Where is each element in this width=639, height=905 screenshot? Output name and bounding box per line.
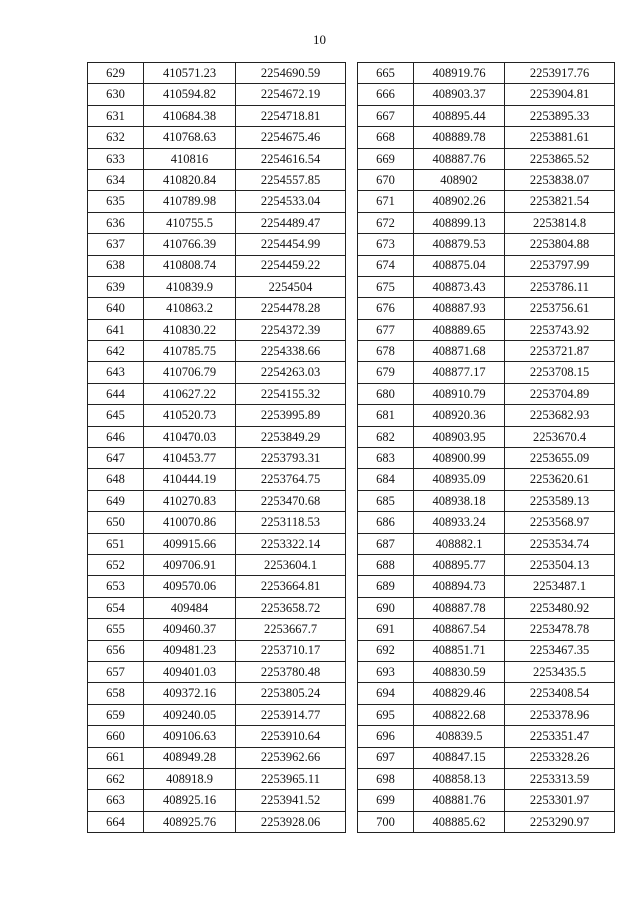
x-coordinate-cell: 408903.95	[414, 426, 505, 447]
table-row	[358, 683, 615, 704]
x-coordinate-cell: 408935.09	[414, 469, 505, 490]
point-number-cell: 644	[88, 383, 144, 404]
table-row	[88, 726, 346, 747]
y-coordinate-cell: 2253780.48	[236, 661, 346, 682]
x-coordinate-cell: 408877.17	[414, 362, 505, 383]
x-coordinate-cell: 408899.13	[414, 212, 505, 233]
table-row	[88, 704, 346, 725]
point-number-cell: 696	[358, 726, 414, 747]
y-coordinate-cell: 2253849.29	[236, 426, 346, 447]
point-number-cell: 664	[88, 811, 144, 832]
point-number-cell: 671	[358, 191, 414, 212]
y-coordinate-cell: 2253118.53	[236, 512, 346, 533]
table-row	[358, 704, 615, 725]
y-coordinate-cell: 2254338.66	[236, 341, 346, 362]
table-row	[88, 597, 346, 618]
x-coordinate-cell: 410706.79	[144, 362, 236, 383]
x-coordinate-cell: 408887.93	[414, 298, 505, 319]
table-row	[88, 298, 346, 319]
y-coordinate-cell: 2253941.52	[236, 790, 346, 811]
table-row	[88, 276, 346, 297]
y-coordinate-cell: 2253805.24	[236, 683, 346, 704]
table-row	[88, 105, 346, 126]
table-row	[88, 790, 346, 811]
x-coordinate-cell: 410755.5	[144, 212, 236, 233]
x-coordinate-cell: 410444.19	[144, 469, 236, 490]
x-coordinate-cell: 408919.76	[414, 63, 505, 84]
point-number-cell: 693	[358, 661, 414, 682]
y-coordinate-cell: 2253904.81	[505, 84, 615, 105]
table-row	[358, 319, 615, 340]
table-row	[88, 619, 346, 640]
point-number-cell: 660	[88, 726, 144, 747]
point-number-cell: 677	[358, 319, 414, 340]
point-number-cell: 682	[358, 426, 414, 447]
x-coordinate-cell: 410839.9	[144, 276, 236, 297]
y-coordinate-cell: 2253470.68	[236, 490, 346, 511]
y-coordinate-cell: 2253322.14	[236, 533, 346, 554]
point-number-cell: 651	[88, 533, 144, 554]
x-coordinate-cell: 410768.63	[144, 127, 236, 148]
table-row	[88, 512, 346, 533]
point-number-cell: 638	[88, 255, 144, 276]
x-coordinate-cell: 410789.98	[144, 191, 236, 212]
y-coordinate-cell: 2253793.31	[236, 448, 346, 469]
point-number-cell: 632	[88, 127, 144, 148]
point-number-cell: 642	[88, 341, 144, 362]
table-row	[88, 169, 346, 190]
x-coordinate-cell: 408847.15	[414, 747, 505, 768]
y-coordinate-cell: 2254672.19	[236, 84, 346, 105]
y-coordinate-cell: 2254478.28	[236, 298, 346, 319]
table-row	[88, 661, 346, 682]
table-row	[358, 212, 615, 233]
x-coordinate-cell: 410270.83	[144, 490, 236, 511]
x-coordinate-cell: 410627.22	[144, 383, 236, 404]
x-coordinate-cell: 410470.03	[144, 426, 236, 447]
table-row	[358, 234, 615, 255]
point-number-cell: 637	[88, 234, 144, 255]
x-coordinate-cell: 410820.84	[144, 169, 236, 190]
y-coordinate-cell: 2253743.92	[505, 319, 615, 340]
y-coordinate-cell: 2254616.54	[236, 148, 346, 169]
point-number-cell: 639	[88, 276, 144, 297]
x-coordinate-cell: 409570.06	[144, 576, 236, 597]
y-coordinate-cell: 2253534.74	[505, 533, 615, 554]
y-coordinate-cell: 2253568.97	[505, 512, 615, 533]
x-coordinate-cell: 410453.77	[144, 448, 236, 469]
table-row	[358, 84, 615, 105]
coordinate-table-right	[357, 62, 615, 833]
point-number-cell: 679	[358, 362, 414, 383]
table-row	[358, 747, 615, 768]
point-number-cell: 649	[88, 490, 144, 511]
y-coordinate-cell: 2253917.76	[505, 63, 615, 84]
table-row	[358, 276, 615, 297]
table-row	[88, 554, 346, 575]
x-coordinate-cell: 408894.73	[414, 576, 505, 597]
point-number-cell: 687	[358, 533, 414, 554]
point-number-cell: 688	[358, 554, 414, 575]
point-number-cell: 692	[358, 640, 414, 661]
y-coordinate-cell: 2253658.72	[236, 597, 346, 618]
y-coordinate-cell: 2253351.47	[505, 726, 615, 747]
table-row	[88, 405, 346, 426]
y-coordinate-cell: 2253487.1	[505, 576, 615, 597]
x-coordinate-cell: 410808.74	[144, 255, 236, 276]
x-coordinate-cell: 408938.18	[414, 490, 505, 511]
table-row	[358, 405, 615, 426]
x-coordinate-cell: 408925.76	[144, 811, 236, 832]
x-coordinate-cell: 408871.68	[414, 341, 505, 362]
x-coordinate-cell: 408918.9	[144, 768, 236, 789]
y-coordinate-cell: 2253881.61	[505, 127, 615, 148]
point-number-cell: 673	[358, 234, 414, 255]
y-coordinate-cell: 2253797.99	[505, 255, 615, 276]
y-coordinate-cell: 2254372.39	[236, 319, 346, 340]
table-row	[358, 298, 615, 319]
point-number-cell: 674	[358, 255, 414, 276]
y-coordinate-cell: 2253865.52	[505, 148, 615, 169]
table-row	[358, 469, 615, 490]
y-coordinate-cell: 2254557.85	[236, 169, 346, 190]
y-coordinate-cell: 2253895.33	[505, 105, 615, 126]
point-number-cell: 697	[358, 747, 414, 768]
y-coordinate-cell: 2254459.22	[236, 255, 346, 276]
y-coordinate-cell: 2253655.09	[505, 448, 615, 469]
point-number-cell: 699	[358, 790, 414, 811]
table-row	[358, 811, 615, 832]
x-coordinate-cell: 408895.77	[414, 554, 505, 575]
x-coordinate-cell: 408839.5	[414, 726, 505, 747]
table-row	[88, 63, 346, 84]
point-number-cell: 659	[88, 704, 144, 725]
table-row	[358, 383, 615, 404]
table-row	[88, 747, 346, 768]
x-coordinate-cell: 408885.62	[414, 811, 505, 832]
point-number-cell: 656	[88, 640, 144, 661]
y-coordinate-cell: 2253378.96	[505, 704, 615, 725]
y-coordinate-cell: 2253467.35	[505, 640, 615, 661]
point-number-cell: 672	[358, 212, 414, 233]
x-coordinate-cell: 409706.91	[144, 554, 236, 575]
point-number-cell: 648	[88, 469, 144, 490]
y-coordinate-cell: 2253313.59	[505, 768, 615, 789]
y-coordinate-cell: 2253928.06	[236, 811, 346, 832]
point-number-cell: 694	[358, 683, 414, 704]
x-coordinate-cell: 410863.2	[144, 298, 236, 319]
y-coordinate-cell: 2253478.78	[505, 619, 615, 640]
point-number-cell: 629	[88, 63, 144, 84]
x-coordinate-cell: 408829.46	[414, 683, 505, 704]
x-coordinate-cell: 408822.68	[414, 704, 505, 725]
table-row	[358, 790, 615, 811]
x-coordinate-cell: 408920.36	[414, 405, 505, 426]
point-number-cell: 641	[88, 319, 144, 340]
y-coordinate-cell: 2253664.81	[236, 576, 346, 597]
table-row	[88, 362, 346, 383]
point-number-cell: 670	[358, 169, 414, 190]
table-row	[358, 533, 615, 554]
y-coordinate-cell: 2253301.97	[505, 790, 615, 811]
y-coordinate-cell: 2254504	[236, 276, 346, 297]
point-number-cell: 643	[88, 362, 144, 383]
x-coordinate-cell: 409372.16	[144, 683, 236, 704]
x-coordinate-cell: 408881.76	[414, 790, 505, 811]
x-coordinate-cell: 408910.79	[414, 383, 505, 404]
y-coordinate-cell: 2253408.54	[505, 683, 615, 704]
point-number-cell: 700	[358, 811, 414, 832]
point-number-cell: 657	[88, 661, 144, 682]
y-coordinate-cell: 2253914.77	[236, 704, 346, 725]
table-row	[88, 127, 346, 148]
table-row	[88, 683, 346, 704]
x-coordinate-cell: 408900.99	[414, 448, 505, 469]
y-coordinate-cell: 2254489.47	[236, 212, 346, 233]
y-coordinate-cell: 2253710.17	[236, 640, 346, 661]
x-coordinate-cell: 408895.44	[414, 105, 505, 126]
y-coordinate-cell: 2254718.81	[236, 105, 346, 126]
table-row	[88, 341, 346, 362]
point-number-cell: 658	[88, 683, 144, 704]
point-number-cell: 654	[88, 597, 144, 618]
table-row	[358, 341, 615, 362]
x-coordinate-cell: 408889.78	[414, 127, 505, 148]
point-number-cell: 661	[88, 747, 144, 768]
coordinate-table-left	[87, 62, 346, 833]
x-coordinate-cell: 409915.66	[144, 533, 236, 554]
y-coordinate-cell: 2253708.15	[505, 362, 615, 383]
point-number-cell: 676	[358, 298, 414, 319]
point-number-cell: 645	[88, 405, 144, 426]
x-coordinate-cell: 409484	[144, 597, 236, 618]
point-number-cell: 646	[88, 426, 144, 447]
table-row	[88, 234, 346, 255]
y-coordinate-cell: 2253910.64	[236, 726, 346, 747]
x-coordinate-cell: 408889.65	[414, 319, 505, 340]
point-number-cell: 691	[358, 619, 414, 640]
table-row	[358, 640, 615, 661]
point-number-cell: 652	[88, 554, 144, 575]
table-row	[88, 490, 346, 511]
x-coordinate-cell: 410816	[144, 148, 236, 169]
y-coordinate-cell: 2253995.89	[236, 405, 346, 426]
table-row	[358, 169, 615, 190]
page-number: 10	[313, 32, 326, 47]
point-number-cell: 630	[88, 84, 144, 105]
point-number-cell: 669	[358, 148, 414, 169]
point-number-cell: 681	[358, 405, 414, 426]
x-coordinate-cell: 409106.63	[144, 726, 236, 747]
x-coordinate-cell: 409401.03	[144, 661, 236, 682]
point-number-cell: 655	[88, 619, 144, 640]
y-coordinate-cell: 2253670.4	[505, 426, 615, 447]
table-row	[358, 127, 615, 148]
table-row	[358, 148, 615, 169]
point-number-cell: 675	[358, 276, 414, 297]
point-number-cell: 635	[88, 191, 144, 212]
y-coordinate-cell: 2253667.7	[236, 619, 346, 640]
x-coordinate-cell: 408879.53	[414, 234, 505, 255]
y-coordinate-cell: 2254454.99	[236, 234, 346, 255]
y-coordinate-cell: 2253756.61	[505, 298, 615, 319]
x-coordinate-cell: 408882.1	[414, 533, 505, 554]
table-row	[88, 84, 346, 105]
y-coordinate-cell: 2253764.75	[236, 469, 346, 490]
x-coordinate-cell: 410785.75	[144, 341, 236, 362]
point-number-cell: 690	[358, 597, 414, 618]
x-coordinate-cell: 410070.86	[144, 512, 236, 533]
table-row	[88, 811, 346, 832]
y-coordinate-cell: 2253290.97	[505, 811, 615, 832]
y-coordinate-cell: 2253328.26	[505, 747, 615, 768]
table-row	[88, 469, 346, 490]
y-coordinate-cell: 2253620.61	[505, 469, 615, 490]
table-row	[358, 512, 615, 533]
table-row	[358, 448, 615, 469]
table-row	[358, 619, 615, 640]
point-number-cell: 631	[88, 105, 144, 126]
x-coordinate-cell: 409240.05	[144, 704, 236, 725]
x-coordinate-cell: 410766.39	[144, 234, 236, 255]
y-coordinate-cell: 2253435.5	[505, 661, 615, 682]
table-row	[358, 63, 615, 84]
point-number-cell: 662	[88, 768, 144, 789]
point-number-cell: 666	[358, 84, 414, 105]
table-row	[358, 554, 615, 575]
table-row	[358, 768, 615, 789]
table-row	[88, 255, 346, 276]
point-number-cell: 689	[358, 576, 414, 597]
x-coordinate-cell: 409481.23	[144, 640, 236, 661]
table-row	[88, 533, 346, 554]
table-row	[88, 448, 346, 469]
point-number-cell: 684	[358, 469, 414, 490]
table-row	[88, 148, 346, 169]
x-coordinate-cell: 408830.59	[414, 661, 505, 682]
point-number-cell: 636	[88, 212, 144, 233]
table-row	[88, 191, 346, 212]
y-coordinate-cell: 2254690.59	[236, 63, 346, 84]
x-coordinate-cell: 408925.16	[144, 790, 236, 811]
table-row	[358, 191, 615, 212]
y-coordinate-cell: 2253804.88	[505, 234, 615, 255]
point-number-cell: 665	[358, 63, 414, 84]
table-row	[358, 726, 615, 747]
point-number-cell: 686	[358, 512, 414, 533]
point-number-cell: 698	[358, 768, 414, 789]
y-coordinate-cell: 2253814.8	[505, 212, 615, 233]
point-number-cell: 668	[358, 127, 414, 148]
x-coordinate-cell: 410684.38	[144, 105, 236, 126]
x-coordinate-cell: 408902.26	[414, 191, 505, 212]
y-coordinate-cell: 2253704.89	[505, 383, 615, 404]
point-number-cell: 680	[358, 383, 414, 404]
point-number-cell: 633	[88, 148, 144, 169]
table-row	[358, 490, 615, 511]
y-coordinate-cell: 2253821.54	[505, 191, 615, 212]
x-coordinate-cell: 410594.82	[144, 84, 236, 105]
table-row	[88, 576, 346, 597]
y-coordinate-cell: 2253604.1	[236, 554, 346, 575]
table-row	[88, 212, 346, 233]
table-row	[88, 319, 346, 340]
x-coordinate-cell: 408858.13	[414, 768, 505, 789]
y-coordinate-cell: 2253682.93	[505, 405, 615, 426]
x-coordinate-cell: 409460.37	[144, 619, 236, 640]
x-coordinate-cell: 408933.24	[414, 512, 505, 533]
y-coordinate-cell: 2253838.07	[505, 169, 615, 190]
table-row	[88, 640, 346, 661]
table-row	[358, 576, 615, 597]
y-coordinate-cell: 2253786.11	[505, 276, 615, 297]
table-row	[358, 255, 615, 276]
x-coordinate-cell: 408887.76	[414, 148, 505, 169]
point-number-cell: 634	[88, 169, 144, 190]
table-row	[358, 105, 615, 126]
x-coordinate-cell: 408903.37	[414, 84, 505, 105]
point-number-cell: 695	[358, 704, 414, 725]
point-number-cell: 653	[88, 576, 144, 597]
y-coordinate-cell: 2253721.87	[505, 341, 615, 362]
y-coordinate-cell: 2254675.46	[236, 127, 346, 148]
point-number-cell: 663	[88, 790, 144, 811]
point-number-cell: 685	[358, 490, 414, 511]
y-coordinate-cell: 2254533.04	[236, 191, 346, 212]
x-coordinate-cell: 408875.04	[414, 255, 505, 276]
x-coordinate-cell: 408867.54	[414, 619, 505, 640]
x-coordinate-cell: 408873.43	[414, 276, 505, 297]
point-number-cell: 647	[88, 448, 144, 469]
y-coordinate-cell: 2253589.13	[505, 490, 615, 511]
table-row	[88, 426, 346, 447]
table-row	[358, 426, 615, 447]
y-coordinate-cell: 2253962.66	[236, 747, 346, 768]
y-coordinate-cell: 2254155.32	[236, 383, 346, 404]
table-row	[358, 597, 615, 618]
point-number-cell: 640	[88, 298, 144, 319]
x-coordinate-cell: 408887.78	[414, 597, 505, 618]
x-coordinate-cell: 410830.22	[144, 319, 236, 340]
table-row	[358, 362, 615, 383]
x-coordinate-cell: 410571.23	[144, 63, 236, 84]
x-coordinate-cell: 408851.71	[414, 640, 505, 661]
x-coordinate-cell: 408949.28	[144, 747, 236, 768]
point-number-cell: 678	[358, 341, 414, 362]
y-coordinate-cell: 2253480.92	[505, 597, 615, 618]
point-number-cell: 667	[358, 105, 414, 126]
y-coordinate-cell: 2253504.13	[505, 554, 615, 575]
table-row	[88, 383, 346, 404]
y-coordinate-cell: 2253965.11	[236, 768, 346, 789]
y-coordinate-cell: 2254263.03	[236, 362, 346, 383]
table-row	[88, 768, 346, 789]
table-row	[358, 661, 615, 682]
x-coordinate-cell: 408902	[414, 169, 505, 190]
x-coordinate-cell: 410520.73	[144, 405, 236, 426]
point-number-cell: 650	[88, 512, 144, 533]
point-number-cell: 683	[358, 448, 414, 469]
